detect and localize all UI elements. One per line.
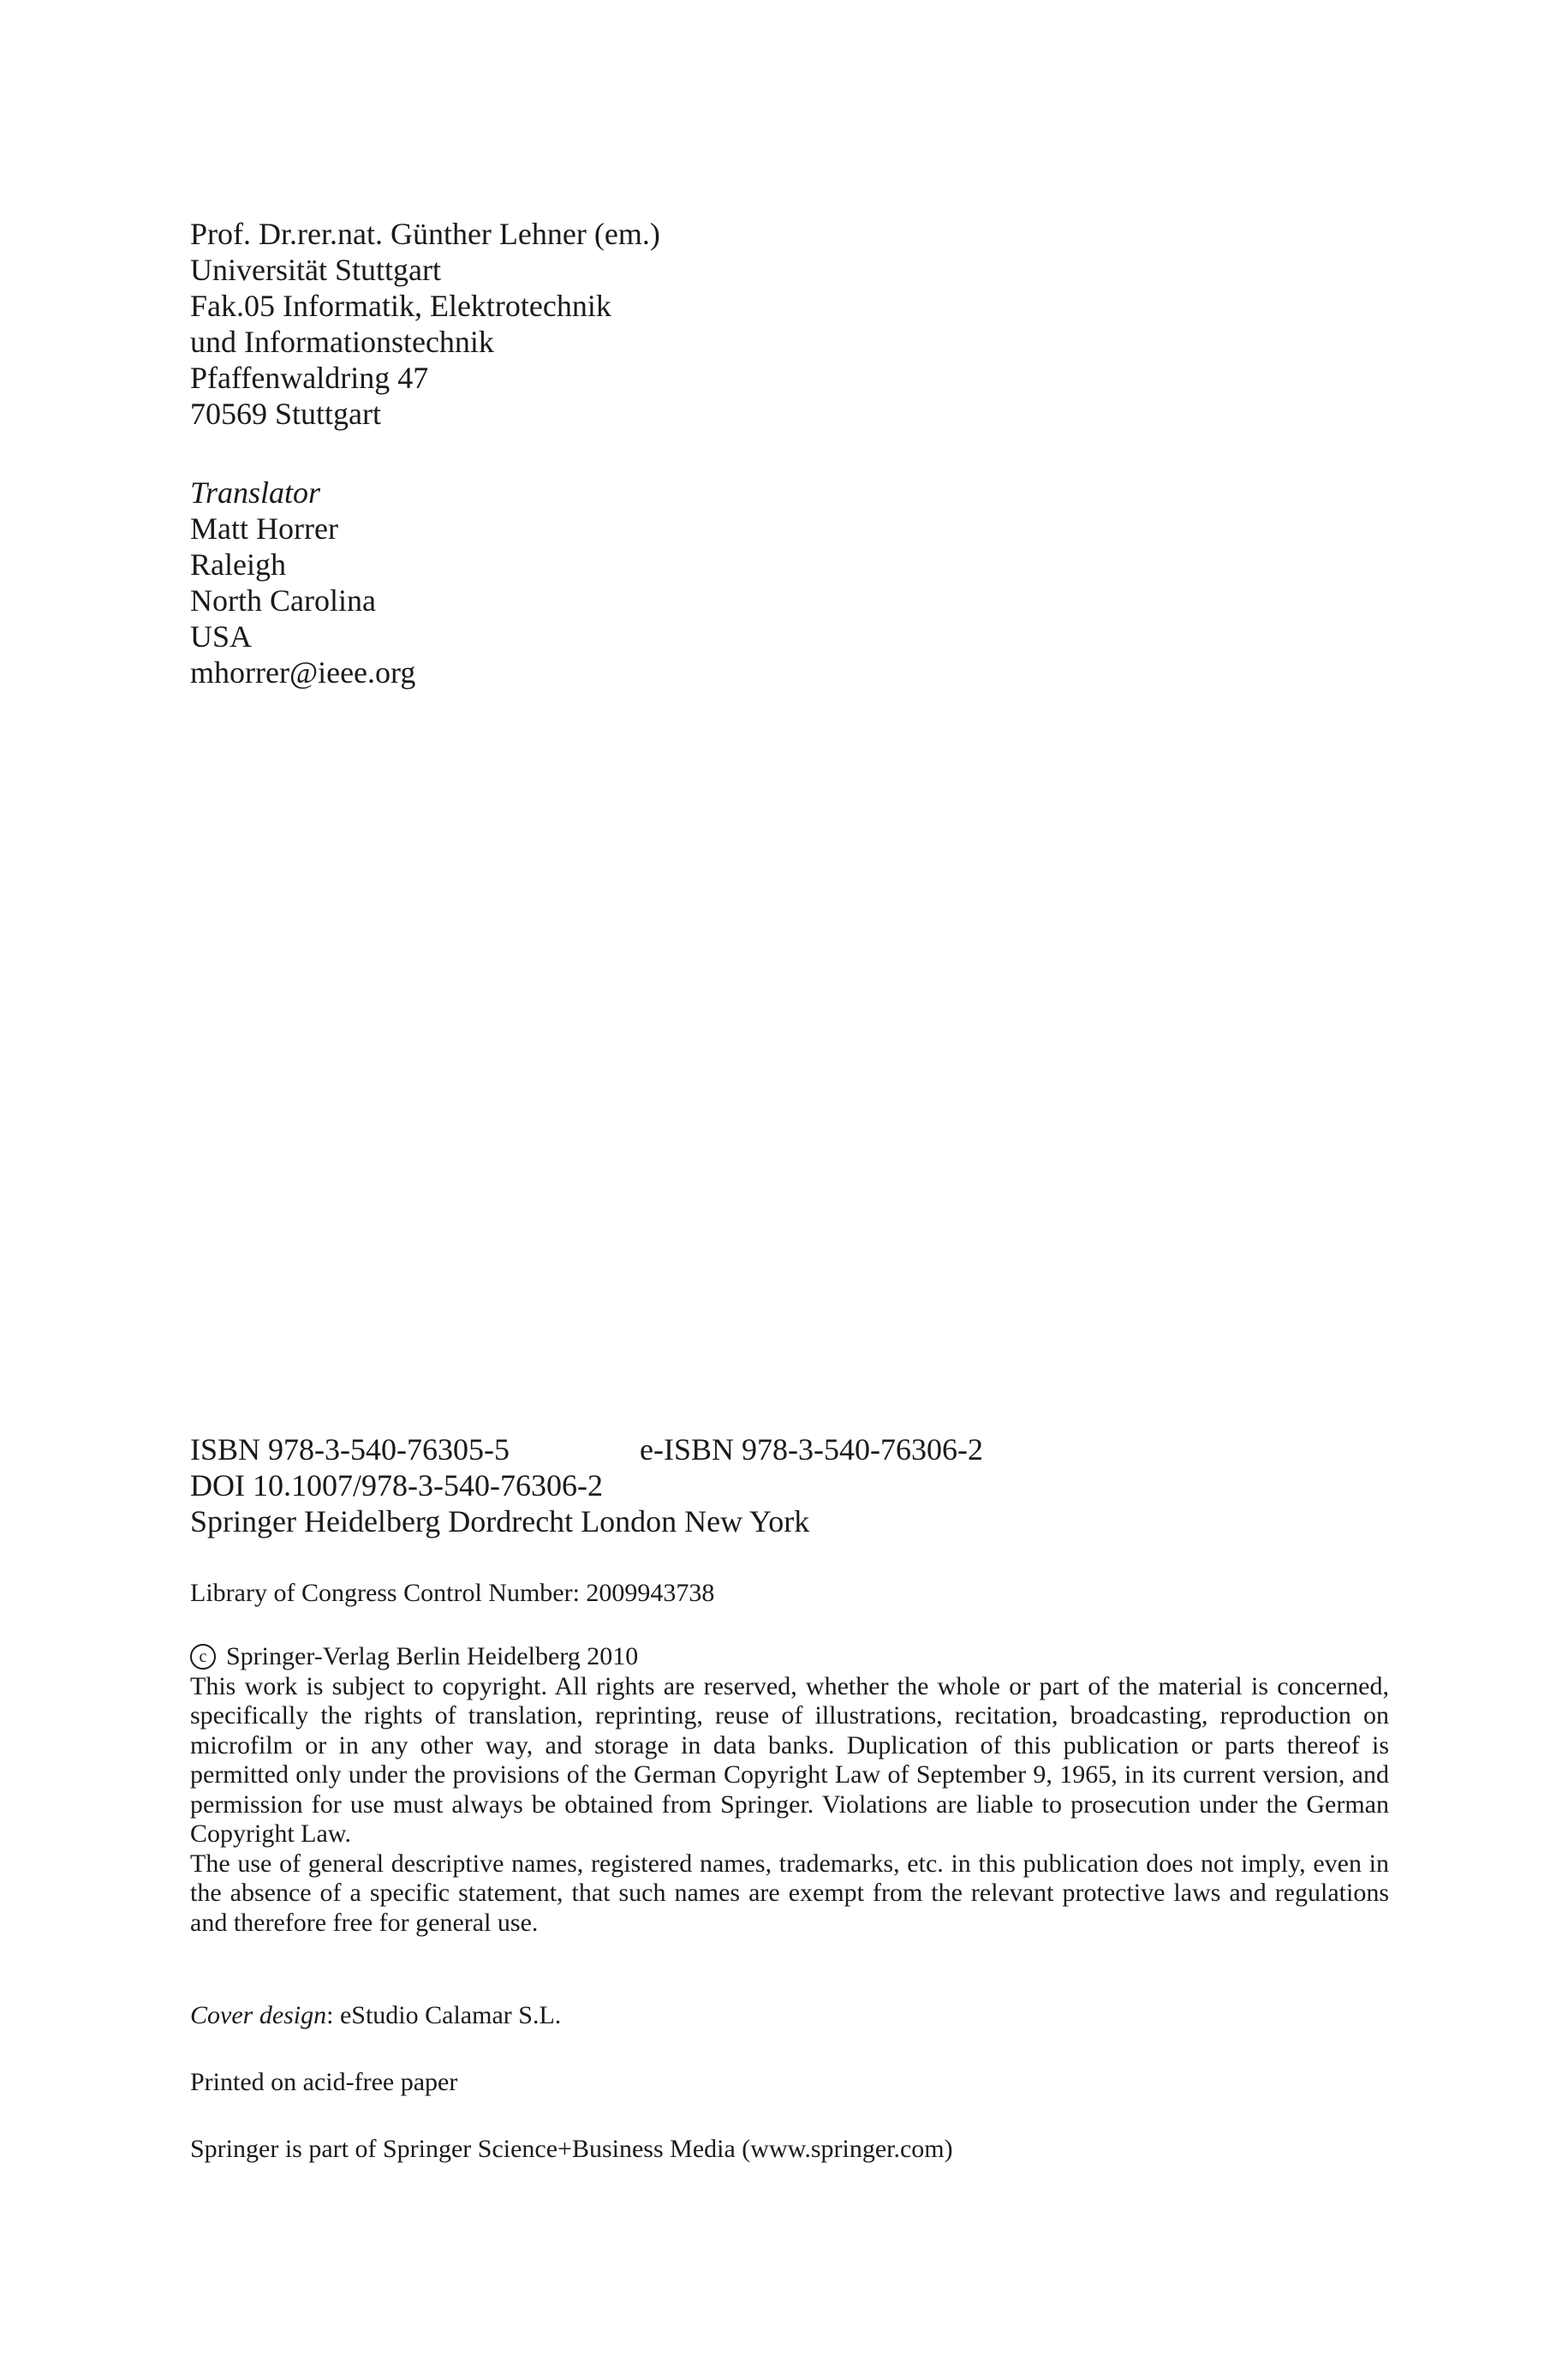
author-city: 70569 Stuttgart bbox=[190, 397, 381, 431]
copyright-holder: Springer-Verlag Berlin Heidelberg 2010 bbox=[226, 1642, 639, 1670]
translator-country: USA bbox=[190, 619, 253, 654]
publication-info bbox=[190, 1431, 1389, 1539]
translator-email: mhorrer@ieee.org bbox=[190, 655, 416, 690]
author-university: Universität Stuttgart bbox=[190, 253, 441, 287]
cover-design-label: Cover design bbox=[190, 2001, 327, 2029]
isbn-row bbox=[190, 1431, 1389, 1467]
paper-note bbox=[190, 2068, 457, 2098]
author-street: Pfaffenwaldring 47 bbox=[190, 361, 429, 395]
acid-free-paper: Printed on acid-free paper bbox=[190, 2068, 458, 2096]
translator-state: North Carolina bbox=[190, 583, 376, 618]
publisher-places: Springer Heidelberg Dordrecht London New York bbox=[190, 1504, 810, 1539]
loc-number: Library of Congress Control Number: 2009943738 bbox=[190, 1579, 715, 1607]
cover-design-value: : eStudio Calamar S.L. bbox=[326, 2001, 562, 2029]
library-of-congress bbox=[190, 1579, 714, 1609]
author-name: Prof. Dr.rer.nat. Günther Lehner (em.) bbox=[190, 217, 660, 251]
copyright-icon: c bbox=[190, 1644, 216, 1670]
translator-heading: Translator bbox=[190, 475, 321, 510]
isbn: ISBN 978-3-540-76305-5 bbox=[190, 1432, 510, 1467]
copyright-notice bbox=[190, 1642, 1389, 1938]
translator-name: Matt Horrer bbox=[190, 511, 338, 546]
translator-address bbox=[190, 475, 415, 690]
author-address bbox=[190, 216, 660, 432]
author-faculty-cont: und Informationstechnik bbox=[190, 325, 494, 359]
doi: DOI 10.1007/978-3-540-76306-2 bbox=[190, 1468, 603, 1503]
springer-media: Springer is part of Springer Science+Business Media (www.springer.com) bbox=[190, 2135, 953, 2163]
author-faculty: Fak.05 Informatik, Elektrotechnik bbox=[190, 289, 611, 323]
cover-design bbox=[190, 2001, 561, 2031]
springer-note bbox=[190, 2135, 953, 2165]
copyright-holder-line bbox=[190, 1642, 1389, 1672]
copyright-paragraph-rights: This work is subject to copyright. All rights are reserved, whether the whole or part of the material is concerned, specifically the rights of translation, reprinting, reuse of illustrations, recitation, broadcasting, reproduction on microfilm or in any other way, and storage in data banks. Duplication of this publication or parts thereof is permitted only under the provisions of the German Copyright Law of September 9, 1965, in its current version, and permission for use must always be obtained from Springer. Violations are liable to prosecution under the German Copyright Law. bbox=[190, 1671, 1389, 1848]
translator-city: Raleigh bbox=[190, 547, 286, 582]
copyright-paragraph-trademarks: The use of general descriptive names, registered names, trademarks, etc. in this publication does not imply, even in the absence of a specific statement, that such names are exempt from the relevant protective laws and regulations and therefore free for general use. bbox=[190, 1849, 1389, 1937]
cover-design-line bbox=[190, 2001, 561, 2031]
e-isbn: e-ISBN 978-3-540-76306-2 bbox=[640, 1432, 983, 1467]
